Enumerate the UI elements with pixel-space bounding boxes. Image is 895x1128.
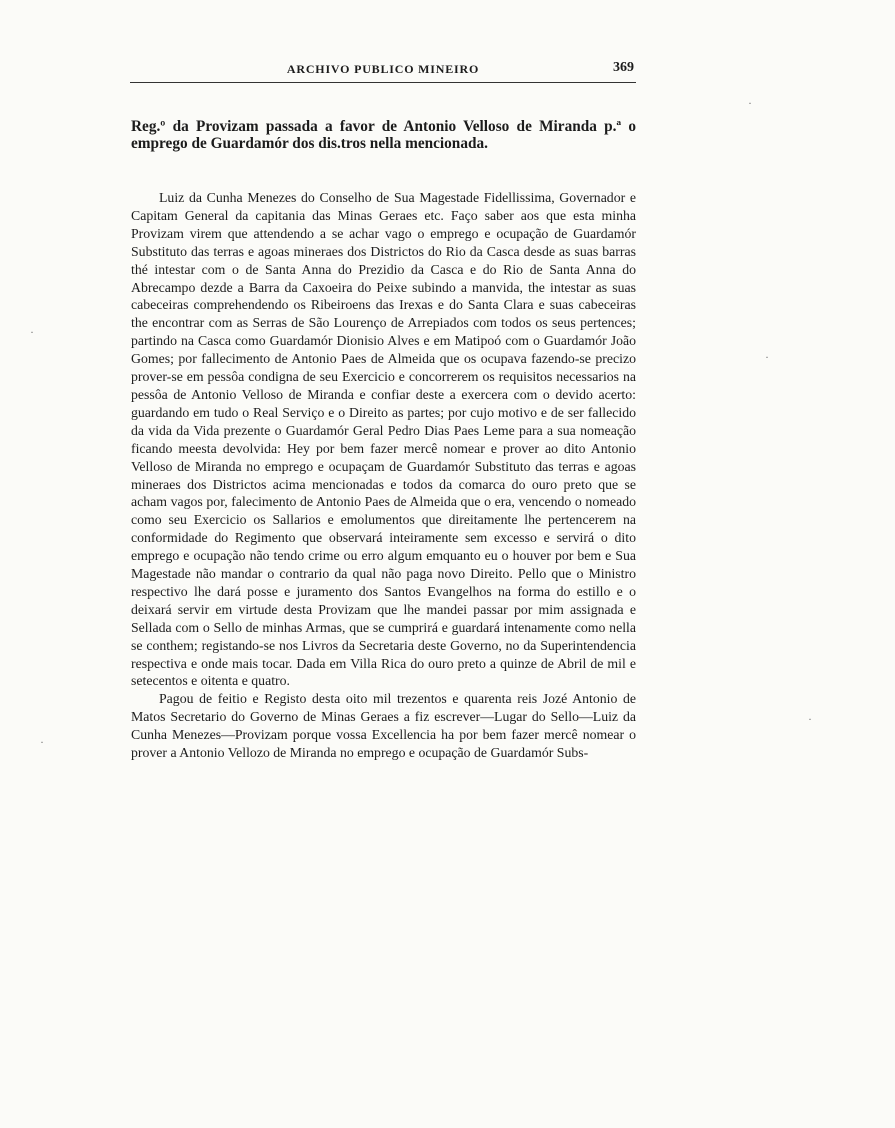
scan-speck: · — [40, 735, 44, 749]
scan-speck: · — [30, 325, 34, 339]
page-number: 369 — [613, 60, 634, 75]
running-header — [130, 60, 636, 83]
document-heading: Reg.º da Provizam passada a favor de Antonio Velloso de Miranda p.ª o emprego de Guardamór dos dis.tros nella mencionada. — [131, 118, 636, 152]
scan-speck: · — [808, 712, 812, 726]
body-paragraph-2: Pagou de feitio e Registo desta oito mil trezentos e quarenta reis Jozé Antonio de Matos Secretario do Governo de Minas Geraes a fiz escrever—Lugar do Sello—Luiz da Cunha Menezes—Provizam porque vossa Excellencia ha por bem fazer mercê nomear o prover a Antonio Vellozo de Miranda no emprego e ocupação de Guardamór Subs- — [131, 691, 636, 761]
scan-speck: · — [748, 96, 752, 110]
scan-speck: · — [765, 350, 769, 364]
body-paragraph-1: Luiz da Cunha Menezes do Conselho de Sua Magestade Fidellissima, Governador e Capitam General da capitania das Minas Geraes etc. Faço saber aos que esta minha Provizam virem que attendendo a se achar vago o emprego e ocupação de Guardamór Substituto das terras e agoas mineraes dos Districtos do Rio da Casca desde as suas barras thé intestar com o de Santa Anna do Prezidio da Casca e do Rio de Santa Anna do Abrecampo dezde a Barra da Caxoeira do Peixe subindo a manvida, the intestar as suas cabeceiras comprehendendo os Ribeiroens das Irexas e do Santa Clara e suas cabeceiras the encontrar com as Serras de São Lourenço de Arrepiados com todos os seus pertences; partindo na Casca como Guardamór Dionisio Alves e em Matipoó com o Guardamór João Gomes; por fallecimento de Antonio Paes de Almeida que os ocupava fazendo-se precizo prover-se em pessôa condigna de seu Exercicio e concorrerem os requisitos necessarios na pessôa de Antonio Velloso de Miranda e confiar deste a exercera com o devido acerto: guardando em tudo o Real Serviço e o Direito as partes; por cujo motivo e de ser fallecido da vida da Vida prezente o Guardamór Geral Pedro Dias Paes Leme para a sua nomeação ficando meesta devolvida: Hey por bem fazer mercê nomear e prover ao dito Antonio Velloso de Miranda no emprego e ocupaçam de Guardamór Substituto das terras e agoas mineraes dos Districtos acima mencionadas e todos da comarca do ouro preto que se acham vagos por, falecimento de Antonio Paes de Almeida que o era, vencendo o nomeado como seu Exercicio os Sallarios e emolumentos que direitamente lhe pertencerem na conformidade do Regimento que observará inteiramente sem excesso e servirá o dito emprego e ocupação não tendo crime ou erro algum emquanto eu o houver por bem e Sua Magestade não mandar o contrario da qual não paga novo Direito. Pello que o Ministro respectivo lhe dará posse e juramento dos Santos Evangelhos na forma do estillo e o deixará servir em virtude desta Provizam que lhe mandei passar por mim assignada e Sellada com o Sello de minhas Armas, que se cumprirá e guardará intenamente como nella se conthem; registando-se nos Livros da Secretaria deste Governo, no da Superintendencia respectiva e onde mais tocar. Dada em Villa Rica do ouro preto a quinze de Abril de mil e setecentos e oitenta e quatro. — [131, 190, 636, 689]
journal-title: ARCHIVO PUBLICO MINEIRO — [286, 62, 480, 76]
document-body — [131, 189, 636, 762]
